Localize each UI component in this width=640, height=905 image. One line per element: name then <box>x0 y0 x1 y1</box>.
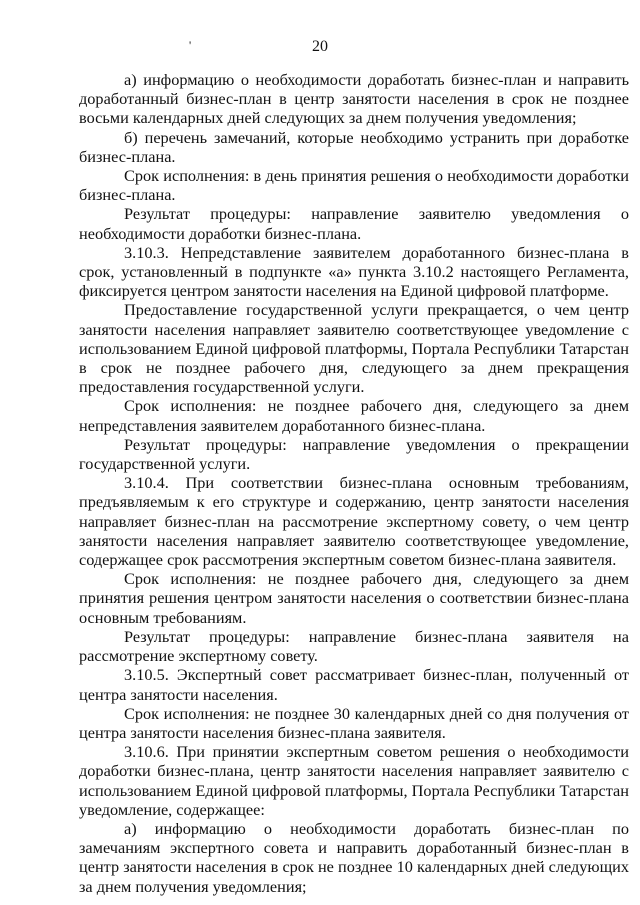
paragraph: 3.10.4. При соответствии бизнес-плана основным требованиям, предъявляемым к его структуре и содержанию, центр занятости населения направляет бизнес-план на рассмотрение экспертному совету, о чем центр занятости населения направляет заявителю соответствующее уведомление, содержащее срок рассмотрения экспертным советом бизнес-плана заявителя. <box>79 473 629 570</box>
document-body <box>79 70 629 896</box>
paragraph: Результат процедуры: направление уведомления о прекращении государственной услуги. <box>79 434 629 474</box>
scan-mark: ' <box>189 38 192 52</box>
paragraph: Срок исполнения: не позднее 30 календарных дней со дня получения от центра занятости населения бизнес-плана заявителя. <box>79 703 629 742</box>
paragraph: 3.10.5. Экспертный совет рассматривает бизнес-план, полученный от центра занятости населения. <box>79 665 629 704</box>
paragraph: Срок исполнения: не позднее рабочего дня, следующего за днем непредставления заявителем доработанного бизнес-плана. <box>79 396 629 435</box>
paragraph: б) перечень замечаний, которые необходимо устранить при доработке бизнес-плана. <box>79 127 629 166</box>
paragraph: Срок исполнения: не позднее рабочего дня, следующего за днем принятия решения центром занятости населения о соответствии бизнес-плана основным требованиям. <box>79 569 629 627</box>
page-number: 20 <box>312 38 328 55</box>
paragraph: Предоставление государственной услуги прекращается, о чем центр занятости населения направляет заявителю соответствующее уведомление с использованием Единой цифровой платформы, Портала Республики Татарстан в срок не позднее рабочего дня, следующего за днем прекращения предоставления государственной услуги. <box>79 300 629 397</box>
paragraph: 3.10.3. Непредставление заявителем доработанного бизнес-плана в срок, установленный в подпункте «а» пункта 3.10.2 настоящего Регламента, фиксируется центром занятости населения на Единой цифровой платформе. <box>79 242 629 301</box>
paragraph: Срок исполнения: в день принятия решения о необходимости доработки бизнес-плана. <box>79 166 629 205</box>
paragraph: а) информацию о необходимости доработать бизнес-план и направить доработанный бизнес-план в центр занятости населения в срок не позднее восьми календарных дней следующих за днем получения уведомления; <box>79 70 629 128</box>
paragraph: а) информацию о необходимости доработать бизнес-план по замечаниям экспертного совета и направить доработанный бизнес-план в центр занятости населения в срок не позднее 10 календарных дней следующих за днем получения уведомления; <box>79 818 629 896</box>
paragraph: Результат процедуры: направление заявителю уведомления о необходимости доработки бизнес-плана. <box>79 204 629 243</box>
paragraph: Результат процедуры: направление бизнес-плана заявителя на рассмотрение экспертному совету. <box>79 626 629 666</box>
paragraph: 3.10.6. При принятии экспертным советом решения о необходимости доработки бизнес-плана, центр занятости населения направляет заявителю с использованием Единой цифровой платформы, Портала Республики Татарстан уведомление, содержащее: <box>79 742 629 819</box>
